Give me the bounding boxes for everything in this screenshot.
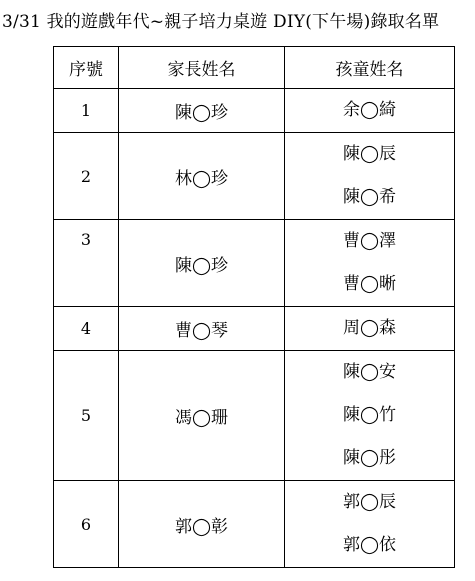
child-name: 陳◯安 — [342, 362, 397, 382]
row-number: 3 — [54, 220, 119, 307]
table-header-row — [54, 47, 455, 89]
table-row — [54, 351, 455, 481]
table-row — [54, 220, 455, 307]
table-row — [54, 307, 455, 351]
header-serial: 序號 — [54, 47, 119, 89]
row-number: 2 — [54, 133, 119, 220]
child-name: 陳◯彤 — [342, 448, 397, 468]
parent-name: 陳◯珍 — [119, 220, 285, 307]
document-title: 3/31 我的遊戲年代~親子培力桌遊 DIY(下午場)錄取名單 — [2, 12, 440, 32]
parent-name: 曹◯琴 — [119, 307, 285, 351]
parent-name: 馮◯珊 — [119, 351, 285, 481]
child-names — [285, 89, 455, 133]
row-number: 4 — [54, 307, 119, 351]
child-name: 陳◯希 — [342, 187, 397, 207]
child-name: 郭◯依 — [342, 535, 397, 555]
table-row — [54, 481, 455, 568]
parent-name: 陳◯珍 — [119, 89, 285, 133]
parent-name: 郭◯彰 — [119, 481, 285, 568]
header-parent-name: 家長姓名 — [119, 47, 285, 89]
table-row — [54, 89, 455, 133]
child-names — [285, 351, 455, 481]
child-names — [285, 220, 455, 307]
child-name: 周◯森 — [342, 318, 397, 338]
child-names — [285, 481, 455, 568]
parent-name: 林◯珍 — [119, 133, 285, 220]
row-number: 6 — [54, 481, 119, 568]
row-number: 1 — [54, 89, 119, 133]
enrollment-table — [53, 46, 455, 568]
child-name: 曹◯晰 — [342, 274, 397, 294]
table-row — [54, 133, 455, 220]
child-name: 陳◯竹 — [342, 405, 397, 425]
child-names — [285, 307, 455, 351]
header-child-name: 孩童姓名 — [285, 47, 455, 89]
child-name: 郭◯辰 — [342, 492, 397, 512]
child-names — [285, 133, 455, 220]
row-number: 5 — [54, 351, 119, 481]
child-name: 陳◯辰 — [342, 144, 397, 164]
child-name: 余◯綺 — [342, 100, 397, 120]
child-name: 曹◯澤 — [342, 231, 397, 251]
